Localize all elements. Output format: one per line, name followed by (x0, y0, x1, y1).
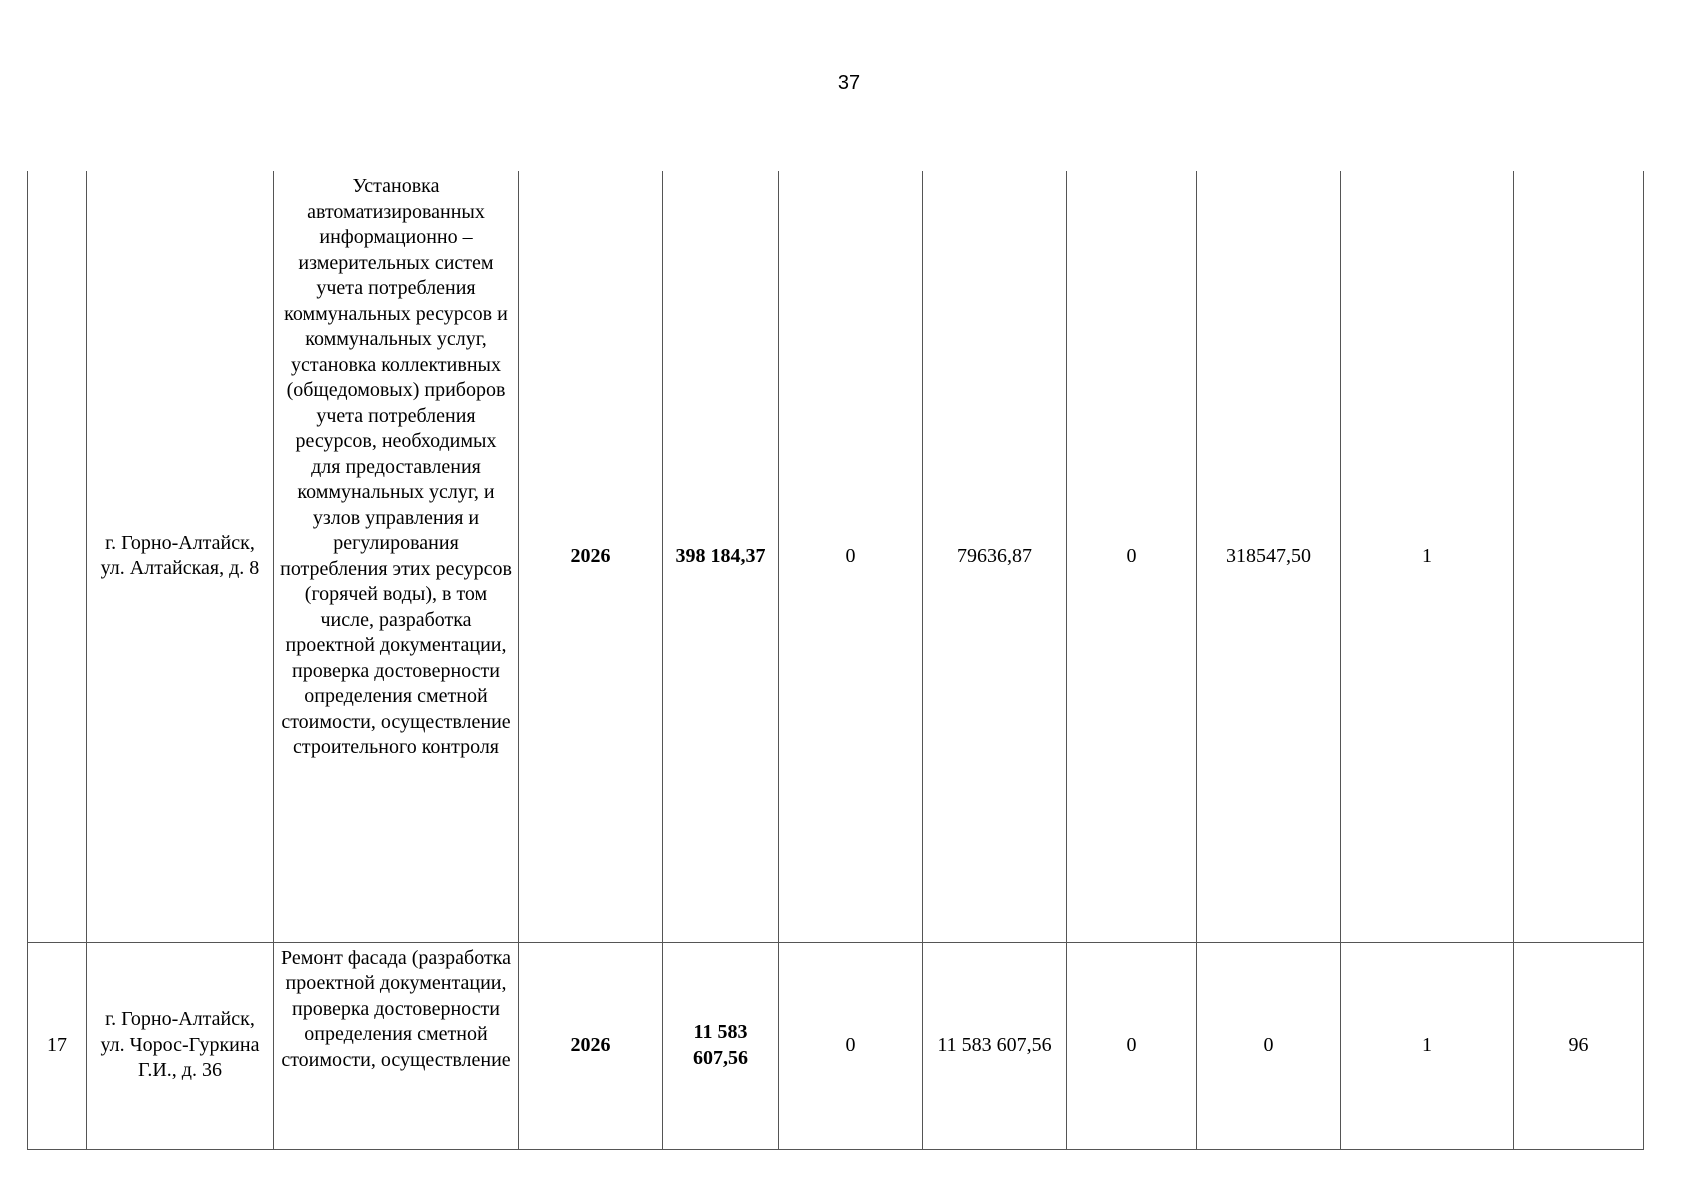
cell-c2: 79636,87 (923, 171, 1067, 942)
cell-c1: 0 (779, 171, 923, 942)
cell-address: г. Горно-Алтайск, ул. Чорос-Гуркина Г.И., д. 36 (87, 942, 274, 1149)
cell-c4: 318547,50 (1197, 171, 1341, 942)
cell-index: 17 (28, 942, 87, 1149)
table-row (28, 171, 1644, 942)
cell-address: г. Горно-Алтайск, ул. Алтайская, д. 8 (87, 171, 274, 942)
cell-total: 11 583 607,56 (663, 942, 779, 1149)
cell-description: Установка автоматизированных информационно – измерительных систем учета потребления коммунальных ресурсов и коммунальных услуг, установка коллективных (общедомовых) приборов учета потребления ресурсов, необходимых для предоставления коммунальных услуг, и узлов управления и регулирования потребления этих ресурсов (горячей воды), в том числе, разработка проектной документации, проверка достоверности определения сметной стоимости, осуществление строительного контроля (274, 171, 519, 942)
cell-year: 2026 (519, 942, 663, 1149)
cell-c3: 0 (1067, 171, 1197, 942)
cell-total: 398 184,37 (663, 171, 779, 942)
cell-c2: 11 583 607,56 (923, 942, 1067, 1149)
cell-c5: 1 (1341, 171, 1514, 942)
page-number: 37 (837, 72, 861, 94)
cell-c1: 0 (779, 942, 923, 1149)
cell-description: Ремонт фасада (разработка проектной документации, проверка достоверности определения сметной стоимости, осуществление (274, 942, 519, 1149)
cell-c5: 1 (1341, 942, 1514, 1149)
cell-index (28, 171, 87, 942)
cell-c6: 96 (1514, 942, 1644, 1149)
cell-year: 2026 (519, 171, 663, 942)
table-row (28, 942, 1644, 1149)
cell-c6 (1514, 171, 1644, 942)
cell-c3: 0 (1067, 942, 1197, 1149)
cell-c4: 0 (1197, 942, 1341, 1149)
works-table (27, 171, 1644, 1150)
